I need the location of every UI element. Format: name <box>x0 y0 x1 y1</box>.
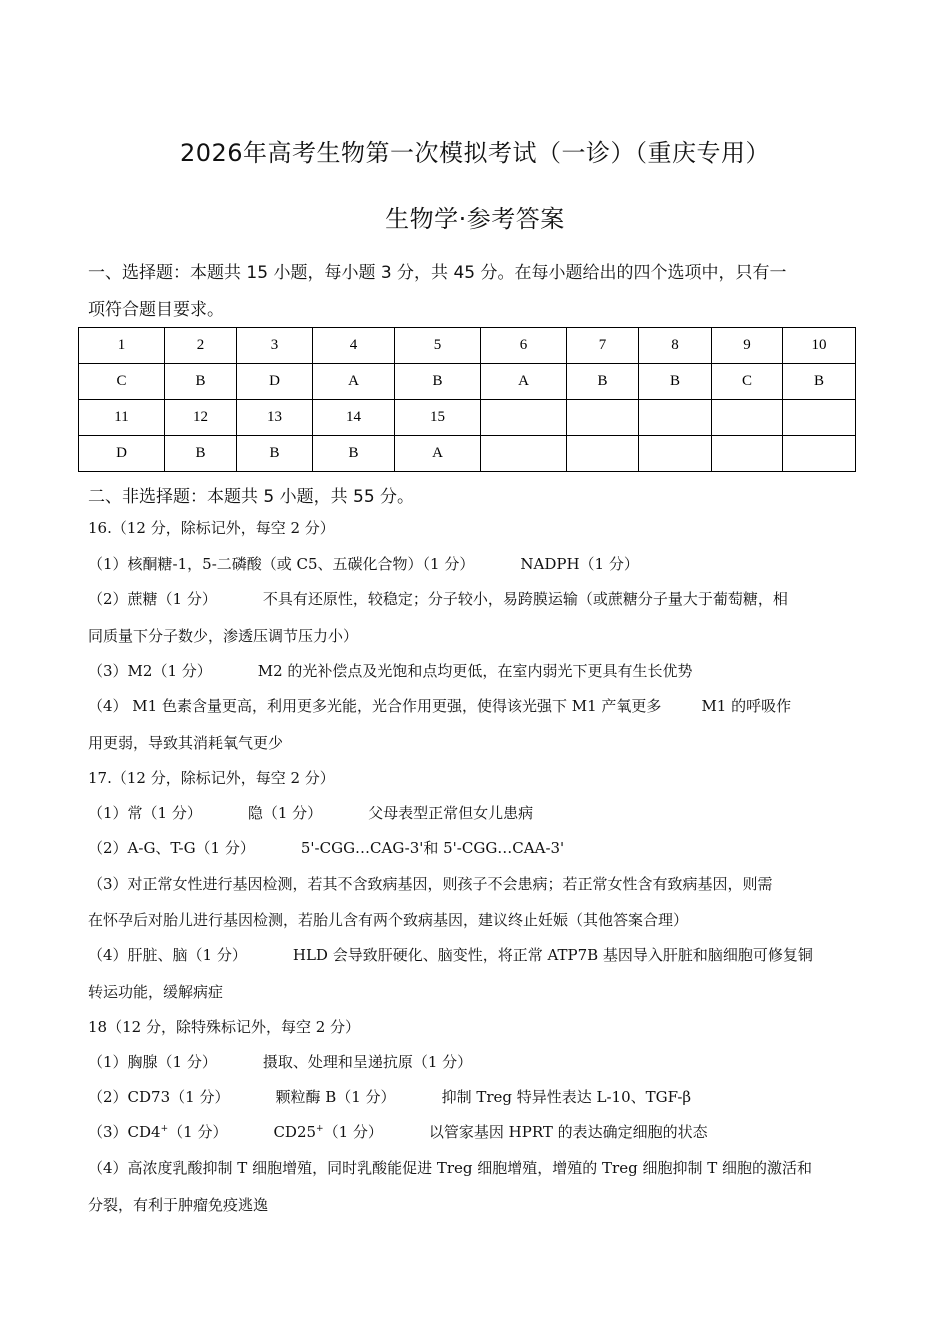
q18-3-cd4: （3）CD4 <box>88 1123 161 1141</box>
q16-answer-1 <box>88 553 639 574</box>
q16-answer-4 <box>88 695 791 716</box>
q18-answer-4: （4）高浓度乳酸抑制 T 细胞增殖，同时乳酸能促进 Treg 细胞增殖，增殖的 Treg 细胞抑制 T 细胞的激活和 <box>88 1159 813 1177</box>
table-cell <box>567 400 639 436</box>
q18-header: 18（12 分，除特殊标记外，每空 2 分） <box>88 1018 361 1036</box>
q17-2b: 5'-CGG…CAG-3'和 5'-CGG…CAA-3' <box>300 839 565 857</box>
table-cell: B <box>237 436 313 472</box>
table-cell: 8 <box>639 328 712 364</box>
table-cell: B <box>395 364 481 400</box>
q17-answer-2 <box>88 837 564 858</box>
page-subtitle: 生物学·参考答案 <box>385 205 565 233</box>
table-cell <box>481 436 567 472</box>
table-cell: 11 <box>79 400 165 436</box>
table-cell: 1 <box>79 328 165 364</box>
table-cell: C <box>712 364 783 400</box>
table-cell: 5 <box>395 328 481 364</box>
q18-3-sup1: + <box>160 1124 169 1134</box>
table-cell: A <box>395 436 481 472</box>
table-cell: 13 <box>237 400 313 436</box>
q18-3-cd25: CD25 <box>273 1123 317 1141</box>
table-cell: B <box>165 364 237 400</box>
answer-table-body <box>79 328 856 472</box>
q17-1b: 隐（1 分） <box>247 804 323 822</box>
table-cell: A <box>313 364 395 400</box>
table-cell: B <box>567 364 639 400</box>
q16-answer-3 <box>88 660 692 681</box>
section1-heading-line1: 一、选择题：本题共 15 小题，每小题 3 分，共 45 分。在每小题给出的四个选项中，只有一 <box>88 263 787 283</box>
table-cell: B <box>313 436 395 472</box>
table-cell: B <box>783 364 856 400</box>
section1-heading-line2: 项符合题目要求。 <box>88 300 224 320</box>
table-cell: B <box>165 436 237 472</box>
q18-1a: （1）胸腺（1 分） <box>88 1053 217 1071</box>
table-cell: C <box>79 364 165 400</box>
q16-answer-2-cont: 同质量下分子数少，渗透压调节压力小） <box>88 627 359 645</box>
table-cell <box>639 400 712 436</box>
table-cell: 14 <box>313 400 395 436</box>
q18-2a: （2）CD73（1 分） <box>88 1088 230 1106</box>
q17-answer-1 <box>88 802 533 823</box>
table-row <box>79 400 856 436</box>
q17-answer-4 <box>88 944 813 965</box>
q17-4a: （4）肝脏、脑（1 分） <box>88 946 247 964</box>
table-cell: 10 <box>783 328 856 364</box>
q18-2c: 抑制 Treg 特异性表达 L-10、TGF-β <box>441 1088 692 1106</box>
table-row <box>79 328 856 364</box>
q17-1c: 父母表型正常但女儿患病 <box>368 804 534 822</box>
q18-3-sup2: + <box>316 1124 324 1134</box>
q17-answer-3-cont: 在怀孕后对胎儿进行基因检测，若胎儿含有两个致病基因，建议终止妊娠（其他答案合理） <box>88 911 689 929</box>
q18-answer-1 <box>88 1051 472 1072</box>
q16-4b: M1 的呼吸作 <box>701 697 792 715</box>
q16-1a: （1）核酮糖-1，5-二磷酸（或 C5、五碳化合物）（1 分） <box>88 555 475 573</box>
table-cell: 2 <box>165 328 237 364</box>
q18-1b: 摄取、处理和呈递抗原（1 分） <box>262 1053 473 1071</box>
table-row <box>79 364 856 400</box>
page-title: 2026年高考生物第一次模拟考试（一诊）（重庆专用） <box>179 139 771 167</box>
table-cell <box>639 436 712 472</box>
q18-answer-3 <box>88 1121 708 1142</box>
table-cell: 12 <box>165 400 237 436</box>
table-cell <box>567 436 639 472</box>
table-cell: 3 <box>237 328 313 364</box>
q16-2b: 不具有还原性，较稳定；分子较小，易跨膜运输（或蔗糖分子量大于葡萄糖，相 <box>262 590 788 608</box>
table-cell: A <box>481 364 567 400</box>
q16-header: 16.（12 分，除标记外，每空 2 分） <box>88 519 335 537</box>
q16-answer-2 <box>88 588 788 609</box>
table-cell: 9 <box>712 328 783 364</box>
q17-answer-3: （3）对正常女性进行基因检测，若其不含致病基因，则孩子不会患病；若正常女性含有致病基因，则需 <box>88 875 773 893</box>
q18-answer-4-cont: 分裂，有利于肿瘤免疫逃逸 <box>88 1196 269 1214</box>
q16-4a: （4） M1 色素含量更高，利用更多光能，光合作用更强，使得该光强下 M1 产氧更多 <box>88 697 662 715</box>
q17-2a: （2）A-G、T-G（1 分） <box>88 839 255 857</box>
q18-3-after2: （1 分） <box>323 1123 383 1141</box>
table-cell <box>712 436 783 472</box>
q17-1a: （1）常（1 分） <box>88 804 202 822</box>
q18-2b: 颗粒酶 B（1 分） <box>275 1088 396 1106</box>
table-row <box>79 436 856 472</box>
q17-4b: HLD 会导致肝硬化、脑变性，将正常 ATP7B 基因导入肝脏和脑细胞可修复铜 <box>292 946 813 964</box>
table-cell <box>712 400 783 436</box>
table-cell <box>481 400 567 436</box>
q16-2a: （2）蔗糖（1 分） <box>88 590 217 608</box>
q18-3c: 以管家基因 HPRT 的表达确定细胞的状态 <box>428 1123 708 1141</box>
table-cell: D <box>79 436 165 472</box>
table-cell: 15 <box>395 400 481 436</box>
table-cell: D <box>237 364 313 400</box>
q18-3-after1: （1 分） <box>168 1123 228 1141</box>
answer-table <box>78 327 856 472</box>
section2-heading: 二、非选择题：本题共 5 小题，共 55 分。 <box>88 487 415 507</box>
table-cell <box>783 400 856 436</box>
q16-1b: NADPH（1 分） <box>520 555 639 573</box>
q17-header: 17.（12 分，除标记外，每空 2 分） <box>88 769 335 787</box>
q18-answer-2 <box>88 1086 691 1107</box>
q16-3b: M2 的光补偿点及光饱和点均更低，在室内弱光下更具有生长优势 <box>257 662 693 680</box>
table-cell: 4 <box>313 328 395 364</box>
q16-3a: （3）M2（1 分） <box>88 662 212 680</box>
table-cell <box>783 436 856 472</box>
q17-answer-4-cont: 转运功能，缓解病症 <box>88 983 224 1001</box>
q16-answer-4-cont: 用更弱，导致其消耗氧气更少 <box>88 734 284 752</box>
table-cell: 6 <box>481 328 567 364</box>
table-cell: 7 <box>567 328 639 364</box>
table-cell: B <box>639 364 712 400</box>
